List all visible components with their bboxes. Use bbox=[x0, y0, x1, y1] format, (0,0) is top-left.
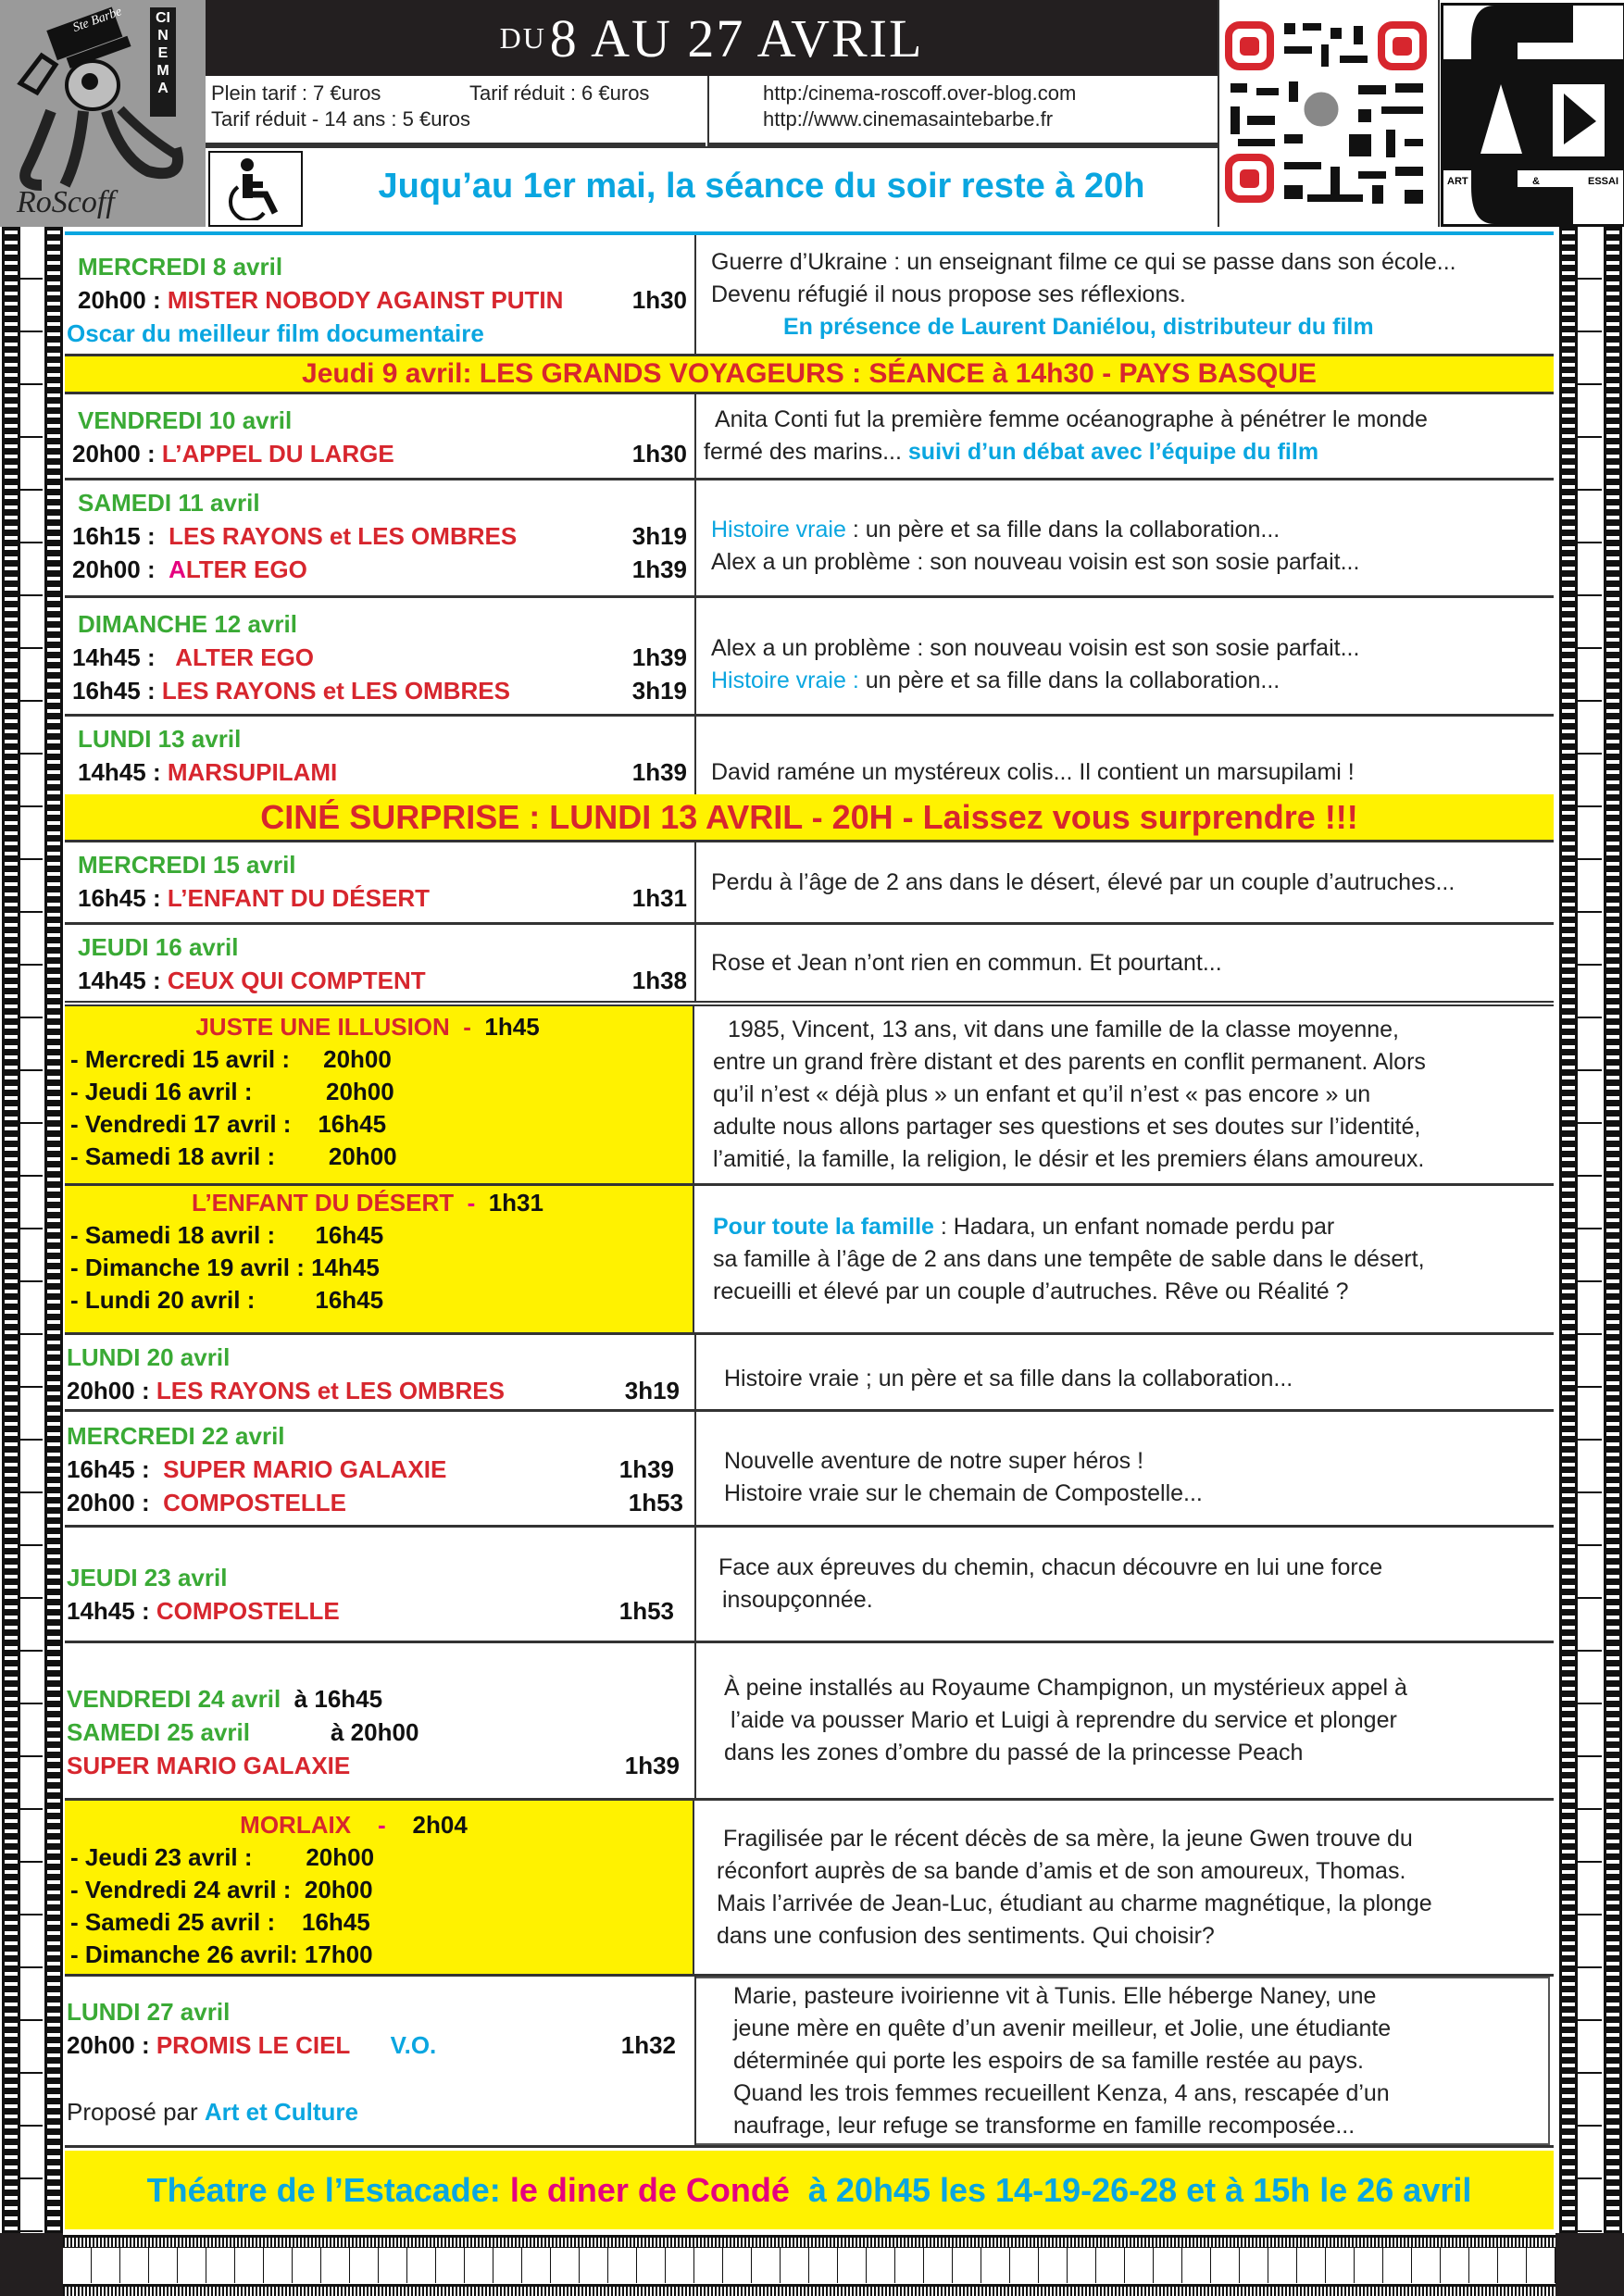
film-title: JUSTE UNE ILLUSION bbox=[195, 1013, 450, 1041]
film-duration: 3h19 bbox=[631, 522, 687, 550]
program-row-mercredi-22 bbox=[65, 1412, 1554, 1528]
day-label: MERCREDI 15 avril bbox=[78, 851, 296, 879]
film-duration: 1h38 bbox=[631, 967, 687, 994]
ae-ampersand: & bbox=[1532, 176, 1540, 187]
film-title: SUPER MARIO GALAXIE bbox=[67, 1752, 351, 1779]
film-description: sa famille à l’âge de 2 ans dans une tempête de sable dans le désert, bbox=[713, 1245, 1425, 1272]
logo-ste-barbe: Ste Barbe bbox=[70, 5, 124, 35]
day-label: VENDREDI 10 avril bbox=[78, 406, 293, 434]
film-title: L’APPEL DU LARGE bbox=[161, 440, 394, 468]
family-tag: Pour toute la famille bbox=[713, 1213, 934, 1240]
film-description: déterminée qui porte les espoirs de sa famille restée au pays. bbox=[733, 2047, 1364, 2074]
bottom-perforations-bottom bbox=[63, 2284, 1555, 2296]
bottom-film-frames bbox=[63, 2248, 1555, 2283]
debate-note: suivi d’un débat avec l’équipe du film bbox=[907, 439, 1319, 465]
film-duration: 2h04 bbox=[412, 1811, 468, 1839]
cinema-logo bbox=[0, 0, 206, 227]
film-title: L’ENFANT DU DÉSERT bbox=[192, 1189, 455, 1217]
title-prefix: DU bbox=[499, 21, 546, 55]
logo-roscoff: RoScoff bbox=[17, 185, 115, 219]
award-note: Oscar du meilleur film documentaire bbox=[67, 319, 484, 347]
schedule-line: - Jeudi 16 avril : 20h00 bbox=[70, 1078, 394, 1105]
title-separator: - bbox=[463, 1013, 471, 1041]
film-title: LTER EGO bbox=[185, 555, 307, 583]
film-duration: 1h39 bbox=[631, 758, 687, 786]
film-description: l’aide va pousser Mario et Luigi à reprendre du service et plonger bbox=[724, 1707, 1397, 1733]
proposed-by-label: Proposé par bbox=[67, 2098, 198, 2126]
schedule-line: - Jeudi 23 avril : 20h00 bbox=[70, 1843, 375, 1871]
ae-art: ART bbox=[1447, 176, 1468, 187]
left-filmstrip bbox=[0, 227, 63, 2233]
qr-code-icon[interactable] bbox=[1218, 0, 1440, 227]
film-description: Marie, pasteure ivoirienne vit à Tunis. Elle héberge Naney, une bbox=[733, 1982, 1377, 2009]
art-et-essai-logo bbox=[1441, 3, 1624, 227]
bottom-filmstrip bbox=[0, 2233, 1624, 2296]
day-label: DIMANCHE 12 avril bbox=[78, 610, 297, 638]
left-perforations-outer bbox=[2, 227, 20, 2233]
program-row-lundi-27 bbox=[65, 1977, 1554, 2148]
day-label: JEUDI 23 avril bbox=[67, 1564, 228, 1591]
film-description: qu’il n’est « déjà plus » un enfant et qu’il n’est « pas encore » un bbox=[713, 1081, 1371, 1107]
showtime: 14h45 : bbox=[67, 1597, 150, 1625]
film-description: l’amitié, la famille, la religion, le désir et les premiers élans amoureux. bbox=[713, 1146, 1425, 1172]
film-description: jeune mère en quête d’un avenir meilleur, et Jolie, une étudiante bbox=[733, 2015, 1392, 2041]
film-description: À peine installés au Royaume Champignon, un mystérieux appel à bbox=[724, 1675, 1407, 1701]
film-title: SUPER MARIO GALAXIE bbox=[163, 1455, 447, 1483]
showtime: 20h00 : bbox=[78, 286, 161, 314]
film-description: Alex a un problème : son nouveau voisin est son sosie parfait... bbox=[711, 634, 1360, 661]
right-filmstrip bbox=[1557, 227, 1620, 2233]
film-title: COMPOSTELLE bbox=[156, 1597, 340, 1625]
film-duration: 1h53 bbox=[618, 1597, 674, 1625]
film-description: Devenu réfugié il nous propose ses réflexions. bbox=[711, 281, 1186, 307]
film-description: Quand les trois femmes recueillent Kenza, 4 ans, rescapée d’un bbox=[733, 2079, 1390, 2106]
evening-session-banner: Juqu’au 1er mai, la séance du soir reste à 20h bbox=[378, 166, 1145, 206]
program-row-vendredi-10 bbox=[65, 394, 1554, 480]
version-original-tag: V.O. bbox=[390, 2031, 437, 2059]
film-description: fermé des marins... bbox=[704, 439, 902, 465]
film-description: Alex a un problème : son nouveau voisin est son sosie parfait... bbox=[711, 549, 1360, 575]
showtime: 20h00 : bbox=[67, 1489, 150, 1516]
day-label: VENDREDI 24 avril bbox=[67, 1685, 281, 1713]
film-description: Rose et Jean n’ont rien en commun. Et pourtant... bbox=[711, 949, 1222, 976]
schedule-line: - Vendredi 17 avril : 16h45 bbox=[70, 1110, 387, 1138]
band-theatre bbox=[65, 2151, 1554, 2229]
url-website[interactable]: http://www.cinemasaintebarbe.fr bbox=[763, 107, 1054, 131]
showtime: 14h45 : bbox=[78, 758, 161, 786]
showtime: à 20h00 bbox=[331, 1718, 419, 1746]
film-description: dans les zones d’ombre du passé de la princesse Peach bbox=[724, 1740, 1304, 1766]
showtime: 14h45 : bbox=[72, 643, 156, 671]
showtime: à 16h45 bbox=[294, 1685, 383, 1713]
day-label: MERCREDI 8 avril bbox=[78, 253, 283, 281]
film-description: entre un grand frère distant et des parents en conflit permanent. Alors bbox=[713, 1049, 1426, 1075]
price-under14: Tarif réduit - 14 ans : 5 €uros bbox=[211, 107, 471, 131]
film-title: LES RAYONS et LES OMBRES bbox=[161, 677, 510, 705]
film-description: Histoire vraie ; un père et sa fille dans la collaboration... bbox=[724, 1365, 1293, 1391]
program-row-jeudi-16 bbox=[65, 925, 1554, 1006]
program-row-mercredi-8 bbox=[65, 235, 1554, 356]
film-description: réconfort auprès de sa bande d’amis et de son amoureux, Thomas. bbox=[717, 1857, 1406, 1884]
showtime: 16h45 : bbox=[78, 884, 161, 912]
day-label: LUNDI 27 avril bbox=[67, 1998, 231, 2026]
film-title: PROMIS LE CIEL bbox=[156, 2031, 351, 2059]
film-description: David raméne un mystéreux colis... Il contient un marsupilami ! bbox=[711, 758, 1355, 785]
film-description: naufrage, leur refuge se transforme en famille recomposée... bbox=[733, 2112, 1355, 2139]
film-title: MISTER NOBODY AGAINST PUTIN bbox=[167, 286, 564, 314]
schedule-line: - Samedi 18 avril : 20h00 bbox=[70, 1142, 397, 1170]
day-label: SAMEDI 11 avril bbox=[78, 489, 260, 517]
right-perforations-outer bbox=[1604, 227, 1622, 2233]
film-description: adulte nous allons partager ses questions et ses doutes sur l’identité, bbox=[713, 1114, 1421, 1140]
right-film-frames bbox=[1578, 227, 1602, 2233]
film-duration: 3h19 bbox=[624, 1377, 680, 1404]
film-title-initial: A bbox=[169, 555, 186, 583]
film-title: CEUX QUI COMPTENT bbox=[167, 967, 426, 994]
film-title: LES RAYONS et LES OMBRES bbox=[169, 522, 518, 550]
film-description: Histoire vraie sur le chemain de Compostelle... bbox=[724, 1480, 1203, 1506]
film-title: MARSUPILAMI bbox=[167, 758, 338, 786]
title-separator: - bbox=[377, 1811, 386, 1839]
film-description: insoupçonnée. bbox=[722, 1587, 873, 1613]
program-row-super-mario bbox=[65, 1643, 1554, 1801]
showtime: 20h00 : bbox=[72, 440, 156, 468]
film-duration: 1h31 bbox=[488, 1189, 543, 1217]
schedule-line: - Dimanche 26 avril: 17h00 bbox=[70, 1940, 373, 1968]
film-title: COMPOSTELLE bbox=[163, 1489, 346, 1516]
film-duration: 1h39 bbox=[631, 555, 687, 583]
film-description: 1985, Vincent, 13 ans, vit dans une famille de la classe moyenne, bbox=[728, 1017, 1399, 1042]
film-duration: 1h39 bbox=[624, 1752, 680, 1779]
film-duration: 1h32 bbox=[620, 2031, 676, 2059]
showtime: 20h00 : bbox=[67, 1377, 150, 1404]
date-range-title bbox=[206, 0, 1218, 76]
true-story-tag: Histoire vraie : bbox=[711, 667, 859, 693]
day-label: JEUDI 16 avril bbox=[78, 933, 239, 961]
film-duration: 1h30 bbox=[631, 440, 687, 468]
showtime: 16h45 : bbox=[72, 677, 156, 705]
proposer-name: Art et Culture bbox=[204, 2098, 359, 2126]
program-table bbox=[65, 231, 1555, 2231]
showtime: 20h00 : bbox=[67, 2031, 150, 2059]
film-duration: 1h53 bbox=[628, 1489, 683, 1516]
title-separator: - bbox=[467, 1189, 476, 1217]
schedule-line: - Lundi 20 avril : 16h45 bbox=[70, 1286, 384, 1314]
film-title: L’ENFANT DU DÉSERT bbox=[167, 884, 430, 912]
program-row-juste-une-illusion bbox=[65, 1006, 1554, 1186]
film-description: Nouvelle aventure de notre super héros ! bbox=[724, 1448, 1144, 1474]
program-row-jeudi-23 bbox=[65, 1528, 1554, 1643]
right-perforations-inner bbox=[1559, 227, 1578, 2233]
film-description: Perdu à l’âge de 2 ans dans le désert, élevé par un couple d’autruches... bbox=[711, 868, 1455, 895]
film-description: : un père et sa fille dans la collaboration... bbox=[845, 517, 1280, 543]
film-description: Fragilisée par le récent décès de sa mère, la jeune Gwen trouve du bbox=[717, 1825, 1413, 1852]
film-description: un père et sa fille dans la collaboration... bbox=[858, 667, 1280, 693]
film-description: recueilli et élevé par un couple d’autruches. Rêve ou Réalité ? bbox=[713, 1278, 1349, 1304]
day-label: MERCREDI 22 avril bbox=[67, 1422, 285, 1450]
program-row-dimanche-12 bbox=[65, 598, 1554, 717]
showtime: 16h15 : bbox=[72, 522, 156, 550]
price-full: Plein tarif : 7 €uros bbox=[211, 81, 381, 105]
prices-panel bbox=[206, 76, 706, 146]
schedule-line: - Samedi 18 avril : 16h45 bbox=[70, 1221, 384, 1249]
film-duration: 1h45 bbox=[484, 1013, 540, 1041]
film-duration: 1h39 bbox=[631, 643, 687, 671]
film-title: MORLAIX bbox=[240, 1811, 352, 1839]
film-description: Guerre d’Ukraine : un enseignant filme ce qui se passe dans son école... bbox=[711, 248, 1456, 275]
film-description: Face aux épreuves du chemin, chacun découvre en lui une force bbox=[718, 1554, 1383, 1580]
film-description: : Hadara, un enfant nomade perdu par bbox=[933, 1213, 1335, 1240]
program-row-mercredi-15 bbox=[65, 842, 1554, 925]
schedule-line: - Vendredi 24 avril : 20h00 bbox=[70, 1876, 373, 1903]
left-perforations-inner bbox=[44, 227, 63, 2233]
wheelchair-icon bbox=[208, 151, 303, 227]
day-label: SAMEDI 25 avril bbox=[67, 1718, 250, 1746]
theatre-venue: Théatre de l’Estacade: bbox=[146, 2170, 501, 2209]
schedule-line: - Samedi 25 avril : 16h45 bbox=[70, 1908, 370, 1936]
day-label: LUNDI 13 avril bbox=[78, 725, 242, 753]
theatre-details: à 20h45 les 14-19-26-28 et à 15h le 26 avril bbox=[807, 2170, 1472, 2209]
program-row-samedi-11 bbox=[65, 480, 1554, 598]
film-description: dans une confusion des sentiments. Qui choisir? bbox=[717, 1922, 1215, 1949]
program-row-enfant-du-desert bbox=[65, 1186, 1554, 1335]
ae-essai: ESSAI bbox=[1588, 176, 1619, 187]
logo-cinema: CINEMA bbox=[156, 10, 170, 96]
urls-panel bbox=[707, 76, 1219, 146]
showtime: 16h45 : bbox=[67, 1455, 150, 1483]
title-range: 8 AU 27 AVRIL bbox=[549, 8, 924, 69]
film-duration: 1h31 bbox=[631, 884, 687, 912]
schedule-line: - Dimanche 19 avril : 14h45 bbox=[70, 1254, 380, 1281]
film-duration: 3h19 bbox=[631, 677, 687, 705]
film-duration: 1h39 bbox=[618, 1455, 674, 1483]
day-label: LUNDI 20 avril bbox=[67, 1343, 231, 1371]
film-description: Mais l’arrivée de Jean-Luc, étudiant au charme magnétique, la plonge bbox=[717, 1890, 1432, 1916]
film-title: LES RAYONS et LES OMBRES bbox=[156, 1377, 505, 1404]
program-row-morlaix bbox=[65, 1801, 1554, 1977]
film-duration: 1h30 bbox=[631, 286, 687, 314]
true-story-tag: Histoire vraie bbox=[711, 517, 846, 543]
band-cine-surprise: CINÉ SURPRISE : LUNDI 13 AVRIL - 20H - Laissez vous surprendre !!! bbox=[65, 794, 1554, 842]
guest-note: En présence de Laurent Daniélou, distributeur du film bbox=[783, 313, 1374, 340]
program-row-lundi-20 bbox=[65, 1335, 1554, 1412]
band-grands-voyageurs: Jeudi 9 avril: LES GRANDS VOYAGEURS : SÉANCE à 14h30 - PAYS BASQUE bbox=[65, 356, 1554, 394]
url-blog[interactable]: http:/cinema-roscoff.over-blog.com bbox=[763, 81, 1077, 105]
film-description: Anita Conti fut la première femme océanographe à pénétrer le monde bbox=[715, 406, 1428, 432]
theatre-play: le diner de Condé bbox=[509, 2170, 790, 2209]
program-row-lundi-13 bbox=[65, 717, 1554, 794]
left-film-frames bbox=[20, 227, 43, 2233]
showtime: 20h00 : bbox=[72, 555, 156, 583]
film-title: ALTER EGO bbox=[175, 643, 315, 671]
schedule-line: - Mercredi 15 avril : 20h00 bbox=[70, 1045, 392, 1073]
showtime: 14h45 : bbox=[78, 967, 161, 994]
price-reduced: Tarif réduit : 6 €uros bbox=[469, 81, 650, 105]
